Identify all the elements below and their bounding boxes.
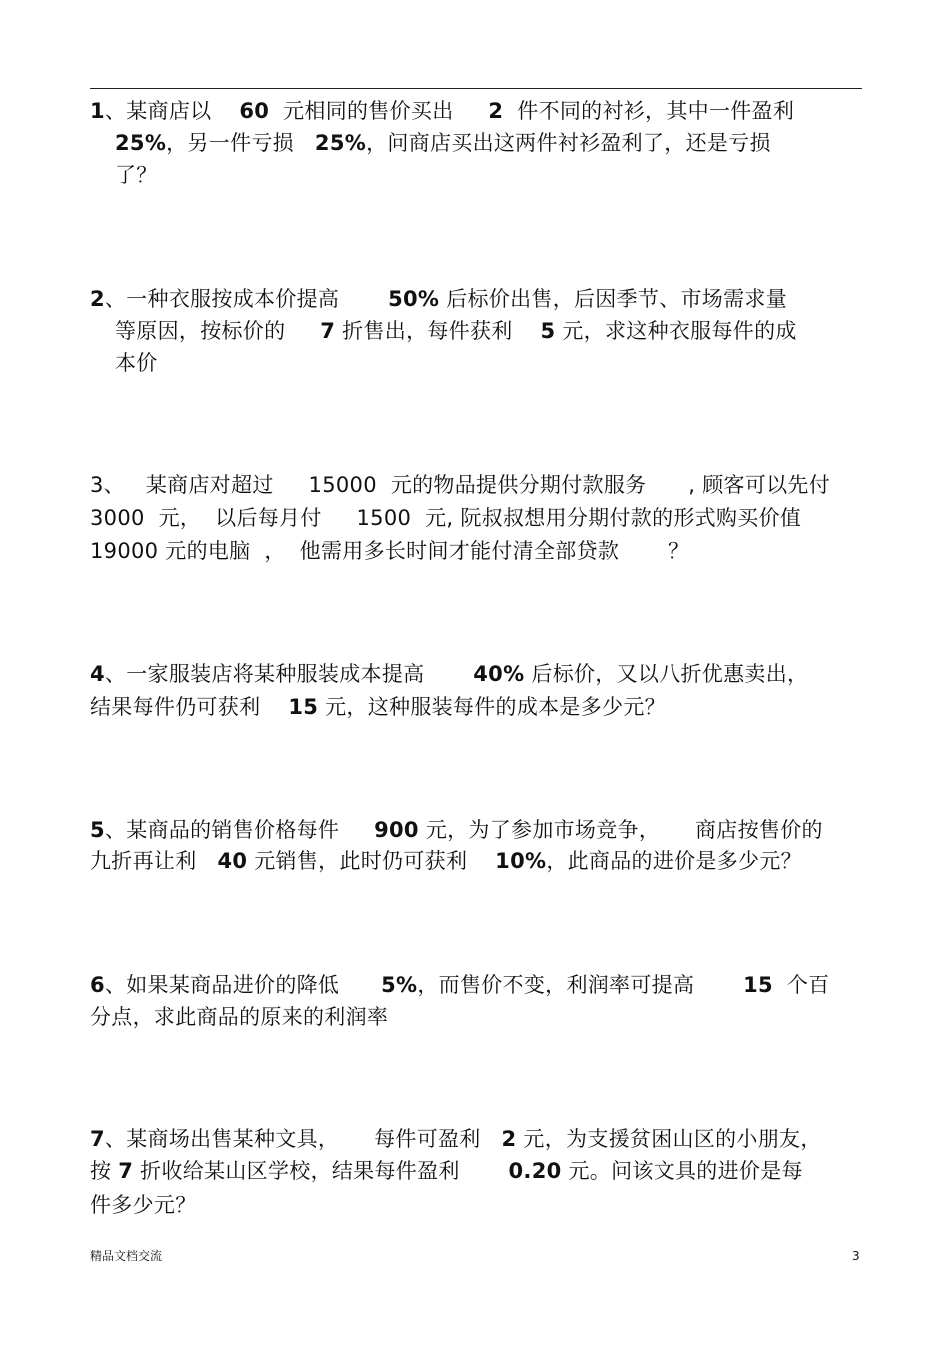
text-segment: 、某商品的销售价格每件 [104, 818, 375, 842]
question-1-line-1 [90, 96, 794, 126]
text-segment: 个百 [772, 973, 830, 997]
number-value: 15 [288, 695, 319, 719]
number-value: 25% [314, 131, 367, 155]
text-segment: ，问商店买出这两件衬衫盈利了，还是亏损 [366, 131, 771, 155]
number-value: 5% [381, 973, 418, 997]
question-2-line-3 [115, 348, 158, 378]
question-3-line-3 [90, 536, 689, 566]
question-3-line-2 [90, 503, 801, 533]
text-segment: 3000 元， 以后每月付 1500 元, 阮叔叔想用分期付款的形式购买价值 [90, 506, 802, 530]
text-segment: 等原因，按标价的 [115, 319, 321, 343]
header-rule [90, 88, 862, 89]
text-segment: 、一家服装店将某种服装成本提高 [104, 662, 474, 686]
text-segment: ，此商品的进价是多少元？ [546, 849, 802, 873]
question-4-line-2 [90, 692, 666, 722]
text-segment: 元，这种服装每件的成本是多少元？ [318, 695, 666, 719]
question-5-line-2 [90, 846, 802, 876]
text-segment: 19000 元的电脑 ， 他需用多长时间才能付清全部贷款 ？ [90, 539, 690, 563]
text-segment: ，另一件亏损 [166, 131, 315, 155]
question-5-line-1 [90, 815, 823, 845]
text-segment: 九折再让利 [90, 849, 218, 873]
text-segment: 元，为了参加市场竞争， 商店按售价的 [418, 818, 823, 842]
number-value: 50% [388, 287, 440, 311]
text-segment: 了？ [115, 163, 158, 187]
text-segment: 件不同的衬衫，其中一件盈利 [503, 99, 795, 123]
number-value: 7 [320, 319, 336, 343]
text-segment: 、某商场出售某种文具， 每件可盈利 [104, 1127, 502, 1151]
text-segment: 、一种衣服按成本价提高 [104, 287, 389, 311]
number-value: 40 [217, 849, 248, 873]
number-value: 5 [90, 818, 105, 842]
number-value: 7 [118, 1159, 134, 1183]
number-value: 900 [374, 818, 419, 842]
question-7-line-1 [90, 1124, 822, 1154]
number-value: 60 [239, 99, 270, 123]
number-value: 2 [488, 99, 504, 123]
question-7-line-3 [90, 1190, 197, 1220]
number-value: 6 [90, 973, 105, 997]
question-1-line-2 [115, 128, 771, 158]
text-segment: 折收给某山区学校，结果每件盈利 [133, 1159, 509, 1183]
question-7-line-2 [90, 1156, 803, 1186]
page-number: 3 [852, 1249, 860, 1263]
number-value: 25% [115, 131, 167, 155]
text-segment: 结果每件仍可获利 [90, 695, 289, 719]
number-value: 4 [90, 662, 105, 686]
question-6-line-2 [90, 1002, 388, 1032]
question-1-line-3 [115, 160, 158, 190]
text-segment: 本价 [115, 351, 158, 375]
question-2-line-2 [115, 316, 797, 346]
number-value: 0.20 [508, 1159, 562, 1183]
number-value: 1 [90, 99, 105, 123]
number-value: 15 [743, 973, 773, 997]
text-segment: 元销售，此时仍可获利 [247, 849, 496, 873]
text-segment: 分点，求此商品的原来的利润率 [90, 1005, 389, 1029]
number-value: 2 [501, 1127, 517, 1151]
text-segment: 元，求这种衣服每件的成 [555, 319, 797, 343]
number-value: 7 [90, 1127, 105, 1151]
text-segment: 、某商店以 [104, 99, 240, 123]
number-value: 40% [473, 662, 525, 686]
text-segment: 后标价，又以八折优惠卖出， [524, 662, 809, 686]
text-segment: 后标价出售，后因季节、市场需求量 [439, 287, 788, 311]
footer-text: 精品文档交流 [90, 1249, 163, 1263]
question-2-line-1 [90, 284, 787, 314]
number-value: 10% [495, 849, 547, 873]
question-4-line-1 [90, 659, 808, 689]
text-segment: 3、 某商店对超过 15000 元的物品提供分期付款服务 , 顾客可以先付 [90, 473, 831, 497]
text-segment: 元。问该文具的进价是每 [561, 1159, 803, 1183]
question-6-line-1 [90, 970, 829, 1000]
number-value: 2 [90, 287, 105, 311]
text-segment: 元相同的售价买出 [269, 99, 489, 123]
text-segment: 、如果某商品进价的降低 [104, 973, 382, 997]
text-segment: ，而售价不变，利润率可提高 [417, 973, 744, 997]
text-segment: 按 [90, 1159, 119, 1183]
text-segment: 元，为支援贫困山区的小朋友， [516, 1127, 822, 1151]
question-3-line-1 [90, 470, 830, 500]
text-segment: 件多少元？ [90, 1193, 197, 1217]
text-segment: 折售出，每件获利 [335, 319, 541, 343]
number-value: 5 [540, 319, 556, 343]
